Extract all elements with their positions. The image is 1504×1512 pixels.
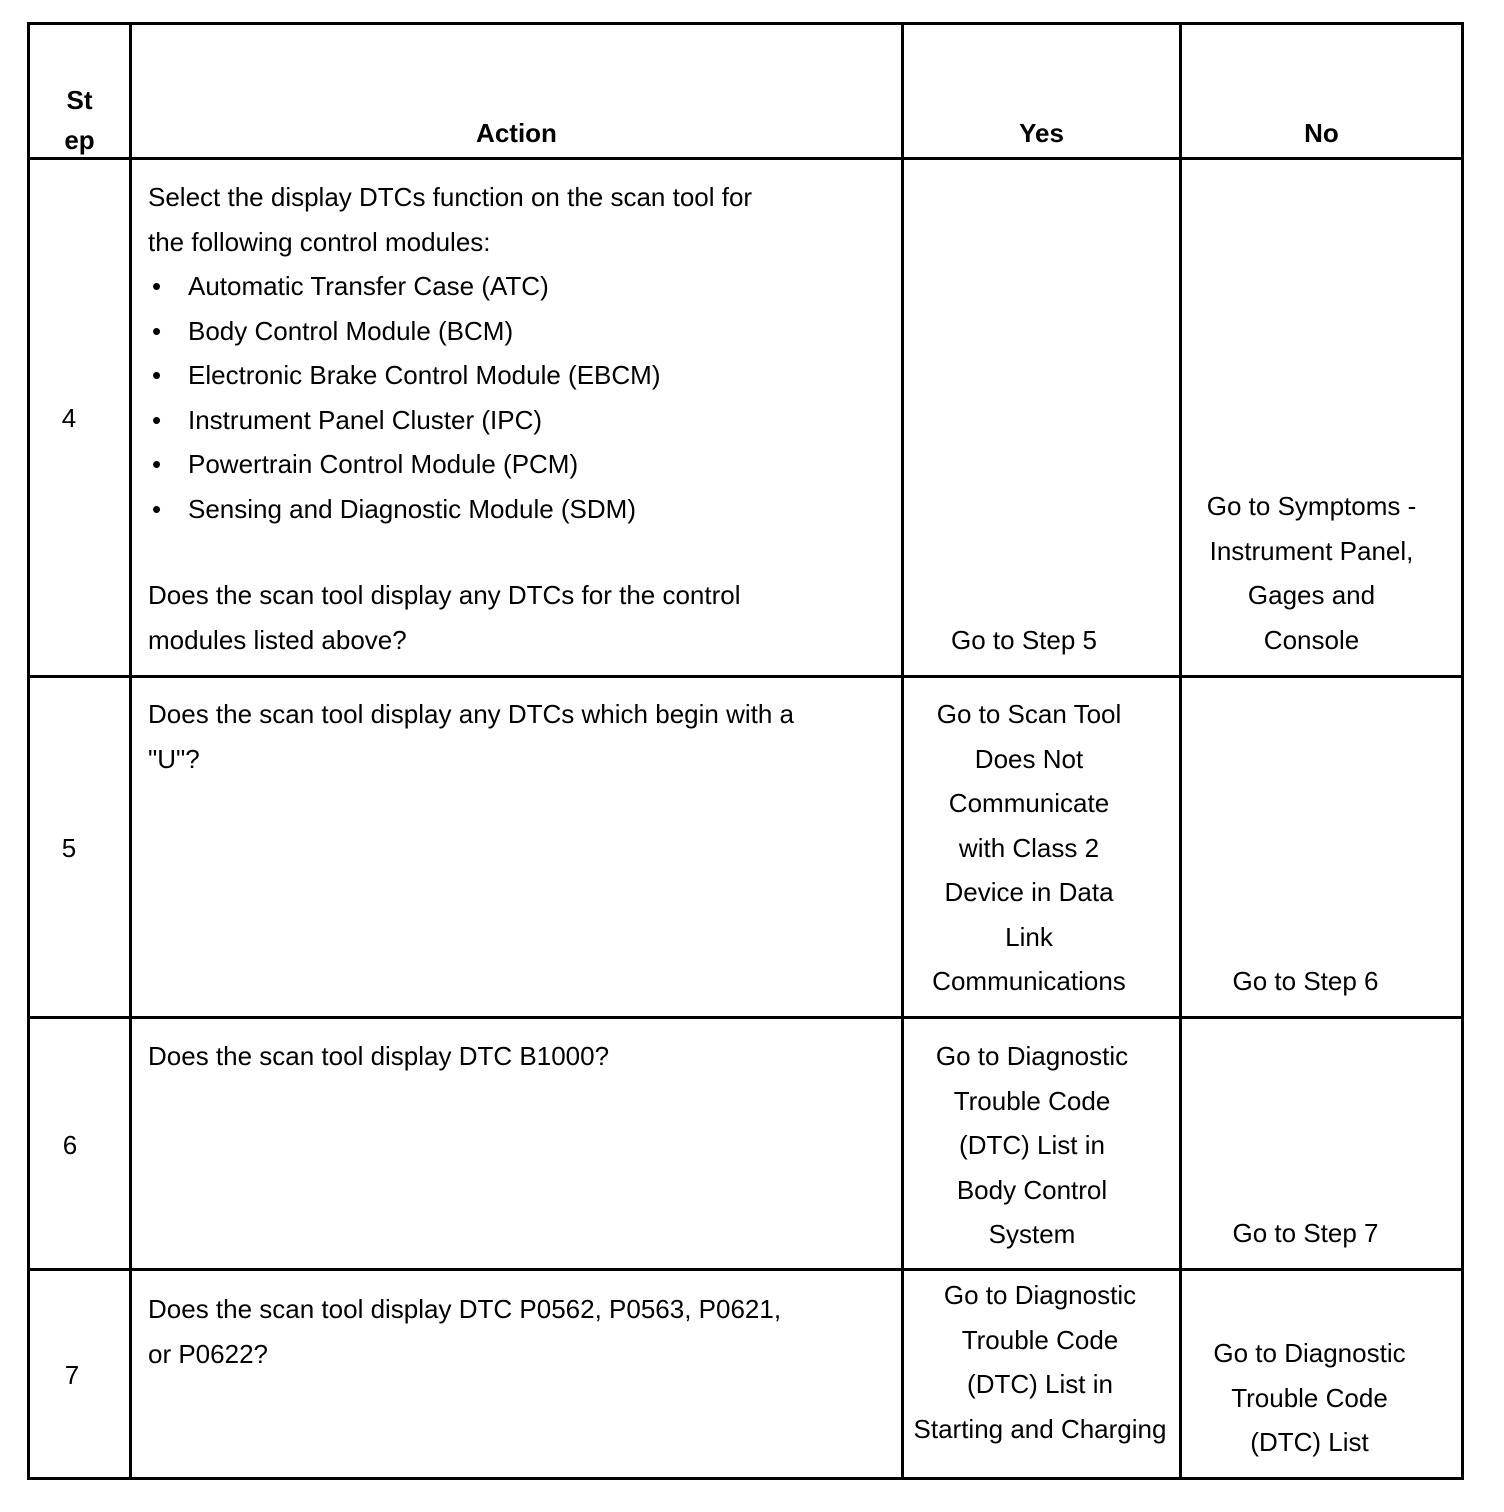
- step-number: 4: [61, 403, 77, 433]
- header-step: St ep: [64, 85, 95, 155]
- step-number: 7: [64, 1360, 80, 1390]
- action-text: [148, 175, 888, 531]
- grid-line: [1461, 22, 1464, 1480]
- grid-line: [129, 22, 132, 1480]
- grid-line: [27, 1016, 1464, 1019]
- grid-line: [27, 22, 1464, 25]
- yes-cell: Go to Scan Tool Does Not Communicate with Class 2 Device in Data Link Communications: [932, 699, 1126, 996]
- step-number: 6: [62, 1130, 78, 1160]
- action-text: Does the scan tool display any DTCs which begin with a "U"?: [148, 699, 794, 774]
- grid-line: [27, 1477, 1464, 1480]
- step-number: 5: [61, 833, 77, 863]
- header-yes: Yes: [1019, 118, 1064, 148]
- question-text: Does the scan tool display any DTCs for the control modules listed above?: [148, 580, 741, 655]
- no-cell: Go to Diagnostic Trouble Code (DTC) List: [1213, 1338, 1406, 1457]
- action-text: Does the scan tool display DTC P0562, P0563, P0621, or P0622?: [148, 1294, 782, 1369]
- module-list: [148, 264, 888, 531]
- no-cell: Go to Symptoms - Instrument Panel, Gages and Console: [1206, 491, 1417, 655]
- no-cell: Go to Step 6: [1232, 966, 1379, 996]
- no-cell: Go to Step 7: [1232, 1218, 1379, 1248]
- grid-line: [27, 157, 1464, 160]
- grid-line: [27, 675, 1464, 678]
- list-item: • Instrument Panel Cluster (IPC): [148, 398, 888, 443]
- list-item: • Electronic Brake Control Module (EBCM): [148, 353, 888, 398]
- list-item: • Body Control Module (BCM): [148, 309, 888, 354]
- list-item: • Powertrain Control Module (PCM): [148, 442, 888, 487]
- grid-line: [27, 1268, 1464, 1271]
- yes-cell: Go to Step 5: [951, 625, 1097, 655]
- yes-cell: Go to Diagnostic Trouble Code (DTC) List in Body Control System: [935, 1041, 1129, 1249]
- header-action: Action: [476, 118, 557, 148]
- action-line: the following control modules:: [148, 226, 491, 257]
- grid-line: [1179, 22, 1182, 1480]
- list-item: • Sensing and Diagnostic Module (SDM): [148, 487, 888, 532]
- action-text: Does the scan tool display DTC B1000?: [148, 1041, 610, 1071]
- grid-line: [27, 22, 30, 1480]
- list-item: • Automatic Transfer Case (ATC): [148, 264, 888, 309]
- yes-cell: Go to Diagnostic Trouble Code (DTC) List in Starting and Charging: [913, 1280, 1167, 1444]
- header-no: No: [1304, 118, 1339, 148]
- action-line: Select the display DTCs function on the scan tool for: [148, 182, 753, 212]
